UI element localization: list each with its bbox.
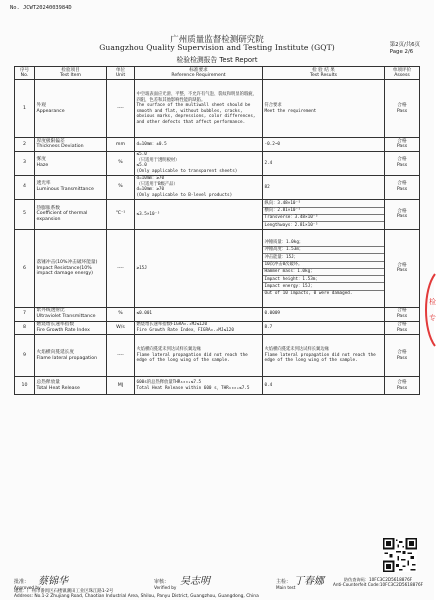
cell-requirement (135, 321, 263, 335)
header-requirement: 标准要求 Reference Requirement (135, 67, 263, 80)
report-number: No. JCWT2024003984D (10, 5, 72, 11)
assess-value: 合格 (397, 138, 407, 144)
approved-by: 批准： Approved by (14, 579, 41, 590)
svg-text:检: 检 (429, 298, 436, 306)
cell-unit (107, 199, 135, 229)
assess-value: 合格 (397, 379, 407, 385)
verified-by: 审核： Verified by (154, 579, 177, 590)
anti-counterfeit-cn: 防伪查询码：10FC3C2D5618876F (343, 577, 413, 582)
cell-item (35, 307, 107, 321)
assess-value: 合格 (397, 322, 407, 327)
assess-value: 合格 (397, 157, 407, 163)
cell-assess (385, 175, 420, 199)
header-unit: 单位 Unit (107, 67, 135, 80)
item-name-cn: 总热释放量 (36, 379, 60, 385)
cell-result (263, 151, 385, 175)
cell-item (35, 199, 107, 229)
requirement-line: ≤0.001 (136, 311, 153, 317)
cell-no (15, 175, 35, 199)
cell-requirement (135, 229, 263, 307)
item-name-cn: 落锤冲击(10%冲击破坏能量) (36, 259, 98, 265)
result-line: Out of 10 impacts, 0 were damaged. (263, 290, 384, 297)
requirement-line: ≤5.0 (136, 163, 147, 169)
result-line: 0.0009 (264, 311, 281, 317)
cell-no (15, 199, 35, 229)
assess-value: Pass (396, 314, 408, 320)
item-name-en: Thickness Deviation (36, 144, 84, 150)
cell-assess (385, 138, 420, 152)
cell-requirement (135, 175, 263, 199)
cell-unit (107, 335, 135, 377)
requirement-line: Fire Growth Rate Index，FIGRA₀.₂MJ≤120 (136, 327, 234, 333)
approved-signature: 蔡锦华 (38, 576, 68, 587)
result-line: Impact height：1.53m； (263, 275, 384, 282)
table-row (15, 229, 420, 307)
cell-assess (385, 80, 420, 138)
table-row (15, 151, 420, 175)
requirement-line: 燃烧增长速率指数FIGRA₀.₂MJ≤120 (136, 322, 208, 328)
cell-no (15, 377, 35, 395)
cell-requirement (135, 138, 263, 152)
result-line: 8.7 (264, 325, 273, 331)
result-line: 2.4 (264, 160, 273, 166)
assess-value: Pass (396, 385, 408, 391)
cell-result (263, 335, 385, 377)
item-name-en: Coefficient of thermal expansion (36, 211, 88, 223)
cell-assess (385, 151, 420, 175)
unit-value: % (118, 184, 123, 190)
cell-assess (385, 199, 420, 229)
item-name-cn: 火焰横向蔓延长度 (36, 349, 75, 355)
unit-value: % (118, 160, 123, 166)
anti-counterfeit (328, 577, 428, 587)
unit-value: W/s (116, 324, 125, 330)
cell-unit (107, 175, 135, 199)
requirement-line: 火焰横向蔓延未到达试样长翼边缘 (136, 347, 201, 353)
assess-value: 合格 (397, 349, 407, 355)
unit-value: ℃⁻¹ (115, 211, 126, 217)
table-row (15, 138, 420, 152)
cell-no (15, 229, 35, 307)
result-line: Hammer mass：1.0kg； (263, 268, 384, 275)
result-line: 82 (264, 184, 270, 190)
table-row (15, 80, 420, 138)
table-row (15, 307, 420, 321)
requirement-line: 中空玻表面应光滑、平整，不允许有气泡、裂纹和明显的瑕疵，四阻，色差和其他影响性能的缺陷。 (136, 92, 257, 103)
cell-assess (385, 377, 420, 395)
item-name-en: Fire Growth Rate Index (36, 327, 90, 333)
result-line: 横向：2.81×10⁻⁵ (263, 207, 384, 214)
assess-value: 合格 (397, 208, 407, 214)
cell-result (263, 377, 385, 395)
result-line: 符合要求 (264, 103, 282, 109)
table-row (15, 377, 420, 395)
row-number: 5 (23, 211, 26, 217)
item-name-en: Impact Resistance(10% impact damage energy) (36, 265, 93, 277)
verified-signature: 吴志明 (180, 576, 210, 587)
requirement-line: (Only applicable to B-level products) (136, 192, 233, 198)
result-line: -0.2~0 (264, 141, 281, 147)
item-name-cn: 厚度极限偏差 (36, 138, 65, 144)
cell-no (15, 151, 35, 175)
table-row (15, 335, 420, 377)
cell-item (35, 335, 107, 377)
address-en: Address: No.1-2 Zhujiang Road, Chaotian Industrial Area, Shilou, Panyu District, Guangzhou, Guangdong, China (14, 594, 259, 600)
requirement-line: The surface of the multiwall sheet should be smooth and flat, without bubbles, cracks, obvious marks, depressions, color differences, and other defects that affect performance. (136, 103, 256, 125)
unit-value: ---- (117, 352, 124, 358)
assess-value: Pass (396, 144, 408, 150)
assess-value: Pass (396, 163, 408, 169)
result-line: Transverse：3.48×10⁻⁵ (263, 214, 384, 221)
cell-item (35, 175, 107, 199)
cell-result (263, 80, 385, 138)
header-item: 检验项目 Test Item (35, 67, 107, 80)
page-number-cn: 第2页/共6页 (389, 42, 420, 48)
cell-result (263, 307, 385, 321)
cell-assess (385, 229, 420, 307)
table-row (15, 199, 420, 229)
requirement-line: （只适用于B级产品） (136, 181, 178, 187)
result-line: Flame lateral propagation did not reach the edge of the long wing of the sample. (264, 352, 376, 364)
address-cn: 地址：广州市番禺区石楼镇潮田工业区珠江路1-2号 (14, 589, 114, 594)
row-number: 6 (23, 265, 26, 271)
cell-unit (107, 377, 135, 395)
requirement-line: ≤5.0 (136, 152, 147, 158)
page-number-en: Page 2/6 (389, 49, 414, 55)
cell-no (15, 307, 35, 321)
cell-item (35, 321, 107, 335)
requirement-line: (Only applicable to transparent sheets) (136, 168, 238, 174)
assess-value: 合格 (397, 181, 407, 187)
assess-value: 合格 (397, 262, 407, 268)
table-row (15, 175, 420, 199)
row-number: 2 (23, 141, 26, 147)
cell-item (35, 377, 107, 395)
row-number: 7 (23, 311, 26, 317)
row-number: 8 (23, 324, 26, 330)
header-results: 检 验 结 果 Test Results (263, 67, 385, 80)
row-number: 4 (23, 184, 26, 190)
result-line: 火焰横向蔓延未到达试样长翼边缘 (264, 347, 329, 353)
header-no: 序号 No. (15, 67, 35, 80)
institute-name-cn: 广州质量监督检测研究院 (170, 35, 264, 45)
anti-counterfeit-en: Anti-Counterfeit Code:10FC3C2D5618876F (332, 582, 424, 588)
result-line: 纵向：3.48×10⁻⁵ (264, 200, 301, 206)
cell-unit (107, 321, 135, 335)
assess-value: Pass (396, 327, 408, 333)
test-results-table (14, 66, 420, 395)
item-name-en: Haze (36, 163, 49, 169)
cell-unit (107, 138, 135, 152)
assess-value: Pass (396, 214, 408, 220)
item-name-en: Ultraviolet Transmittance (36, 314, 96, 320)
main-test-signature: 丁春娜 (294, 576, 324, 587)
cell-result (263, 175, 385, 199)
cell-unit (107, 307, 135, 321)
assess-value: Pass (396, 108, 408, 114)
item-name-cn: 紫外线透射比 (36, 308, 65, 314)
cell-requirement (135, 377, 263, 395)
cell-assess (385, 335, 420, 377)
unit-value: ---- (117, 105, 124, 111)
unit-value: ---- (117, 265, 124, 271)
item-name-en: Total Heat Release (36, 385, 80, 391)
item-name-cn: 外观 (36, 102, 46, 108)
requirement-line: Flame lateral propagation did not reach the edge of the long wing of the sample. (136, 352, 248, 364)
cell-requirement (135, 80, 263, 138)
requirement-line: ≥15J (136, 265, 147, 271)
result-line: 冲锤质量：1.0kg； (264, 240, 304, 246)
cell-requirement (135, 151, 263, 175)
cell-item (35, 229, 107, 307)
unit-value: mm (115, 141, 126, 147)
cell-no (15, 335, 35, 377)
assess-value: Pass (396, 355, 408, 361)
assess-value: Pass (396, 187, 408, 193)
cell-item (35, 80, 107, 138)
item-name-cn: 燃烧增长速率指数 (36, 322, 75, 327)
cell-requirement (135, 335, 263, 377)
row-number: 9 (23, 352, 26, 358)
table-row (15, 321, 420, 335)
assess-value: Pass (396, 268, 408, 274)
requirement-line: ≤3.5×10⁻⁵ (136, 211, 160, 217)
cell-no (15, 321, 35, 335)
cell-result (263, 138, 385, 152)
address (14, 589, 259, 599)
row-number: 10 (21, 382, 28, 388)
requirement-line: d=10mm：≥70 (136, 176, 165, 182)
result-line: 10次冲击0次破坏。 (263, 261, 384, 268)
unit-value: % (118, 311, 123, 317)
requirement-line: d=10mm：±0.5 (136, 141, 167, 147)
cell-unit (107, 151, 135, 175)
cell-item (35, 138, 107, 152)
result-line: Meet the requirement (264, 108, 317, 114)
cell-assess (385, 321, 420, 335)
page-number (390, 42, 420, 56)
item-name-en: Flame lateral propagation (36, 355, 98, 361)
result-line: Lengthways：2.81×10⁻⁵ (263, 221, 384, 228)
table-header-row (15, 67, 420, 80)
item-name-cn: 透光率 (36, 181, 51, 187)
row-number: 1 (23, 105, 26, 111)
requirement-line: Total Heat Release within 600 s，THR₆₀₀ₛ≤7.5 (136, 385, 250, 391)
cell-unit (107, 229, 135, 307)
item-name-en: Luminous Transmittance (36, 187, 94, 193)
cell-no (15, 80, 35, 138)
requirement-line: 600s的总热释放量THR₆₀₀ₛ≤7.5 (136, 380, 202, 386)
cell-result (263, 199, 385, 229)
cell-result (263, 229, 385, 307)
cell-no (15, 138, 35, 152)
svg-text:专: 专 (429, 314, 436, 322)
item-name-en: Appearance (36, 108, 65, 114)
cell-item (35, 151, 107, 175)
cell-assess (385, 307, 420, 321)
row-number: 3 (23, 160, 26, 166)
result-line: 冲击能量：15J； (263, 253, 384, 260)
requirement-line: d=10mm：≥70 (136, 187, 165, 193)
cell-requirement (135, 199, 263, 229)
assess-value: 合格 (397, 308, 407, 314)
cell-unit (107, 80, 135, 138)
item-name-cn: 雾度 (36, 157, 46, 163)
result-line: 0.4 (264, 382, 273, 388)
item-name-cn: 热膨胀系数 (36, 205, 60, 211)
assess-value: 合格 (397, 102, 407, 108)
cell-result (263, 321, 385, 335)
header-assess: 单项评价 Assess (385, 67, 420, 80)
seal-stamp-fragment (421, 270, 441, 350)
qr-code (383, 538, 417, 572)
requirement-line: （只适用于透明板材） (136, 157, 180, 163)
unit-value: MJ (117, 382, 124, 388)
result-line: 冲锤高度：1.53m； (263, 246, 384, 253)
cell-requirement (135, 307, 263, 321)
institute-name-en: Guangzhou Quality Supervision and Testing Institute (GQT) (99, 43, 335, 52)
result-line: Impact energy：15J； (263, 282, 384, 289)
main-test-by: 主检： Main test (276, 579, 296, 590)
report-title: 检验检测报告 Test Report (176, 56, 258, 64)
